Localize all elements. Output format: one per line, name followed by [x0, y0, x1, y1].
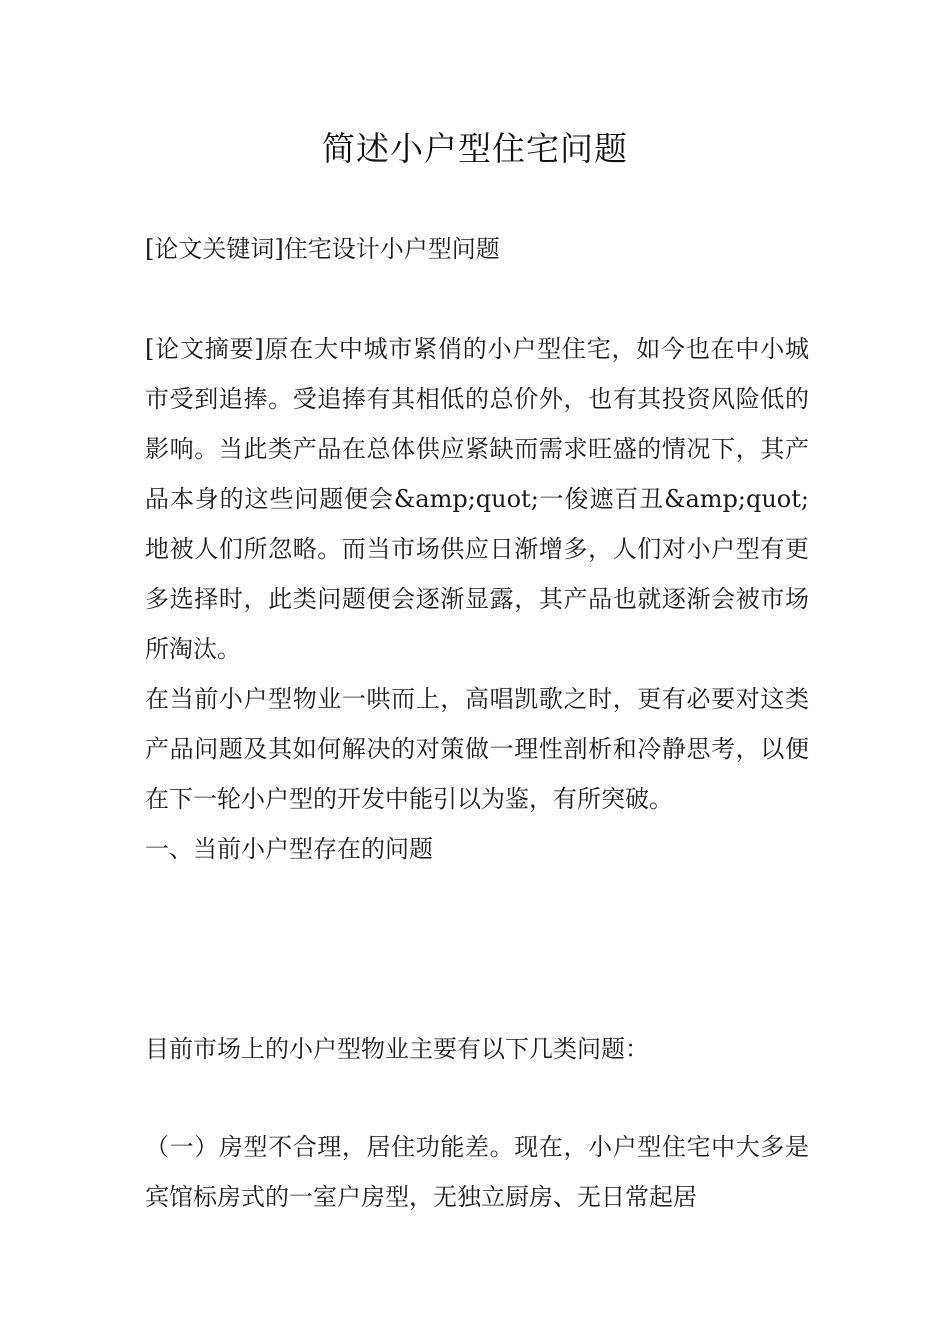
- abstract-paragraph-continued: 在当前小户型物业一哄而上，高唱凯歌之时，更有必要对这类产品问题及其如何解决的对策做一理性剖析和冷静思考，以便在下一轮小户型的开发中能引以为鉴，有所突破。: [145, 685, 809, 813]
- section-heading: 一、当前小户型存在的问题: [145, 835, 433, 863]
- abstract-section: [145, 324, 809, 874]
- abstract-paragraph: [论文摘要]原在大中城市紧俏的小户型住宅，如今也在中小城市受到追捧。受追捧有其相低的总价外，也有其投资风险低的影响。当此类产品在总体供应紧缺而需求旺盛的情况下，其产品本身的这些问题便会&amp;quot;一俊遮百丑&amp;quot;地被人们所忽略。而当市场供应日渐增多，人们对小户型有更多选择时，此类问题便会逐渐显露，其产品也就逐渐会被市场所淘汰。: [145, 335, 809, 663]
- keywords-line: [论文关键词]住宅设计小户型问题: [145, 235, 500, 263]
- document-title: 简述小户型住宅问题: [322, 129, 628, 168]
- problems-intro: 目前市场上的小户型物业主要有以下几类问题：: [145, 1035, 649, 1063]
- problem-item-1: （一）房型不合理，居住功能差。现在，小户型住宅中大多是宾馆标房式的一室户房型，无独立厨房、无日常起居: [145, 1133, 809, 1211]
